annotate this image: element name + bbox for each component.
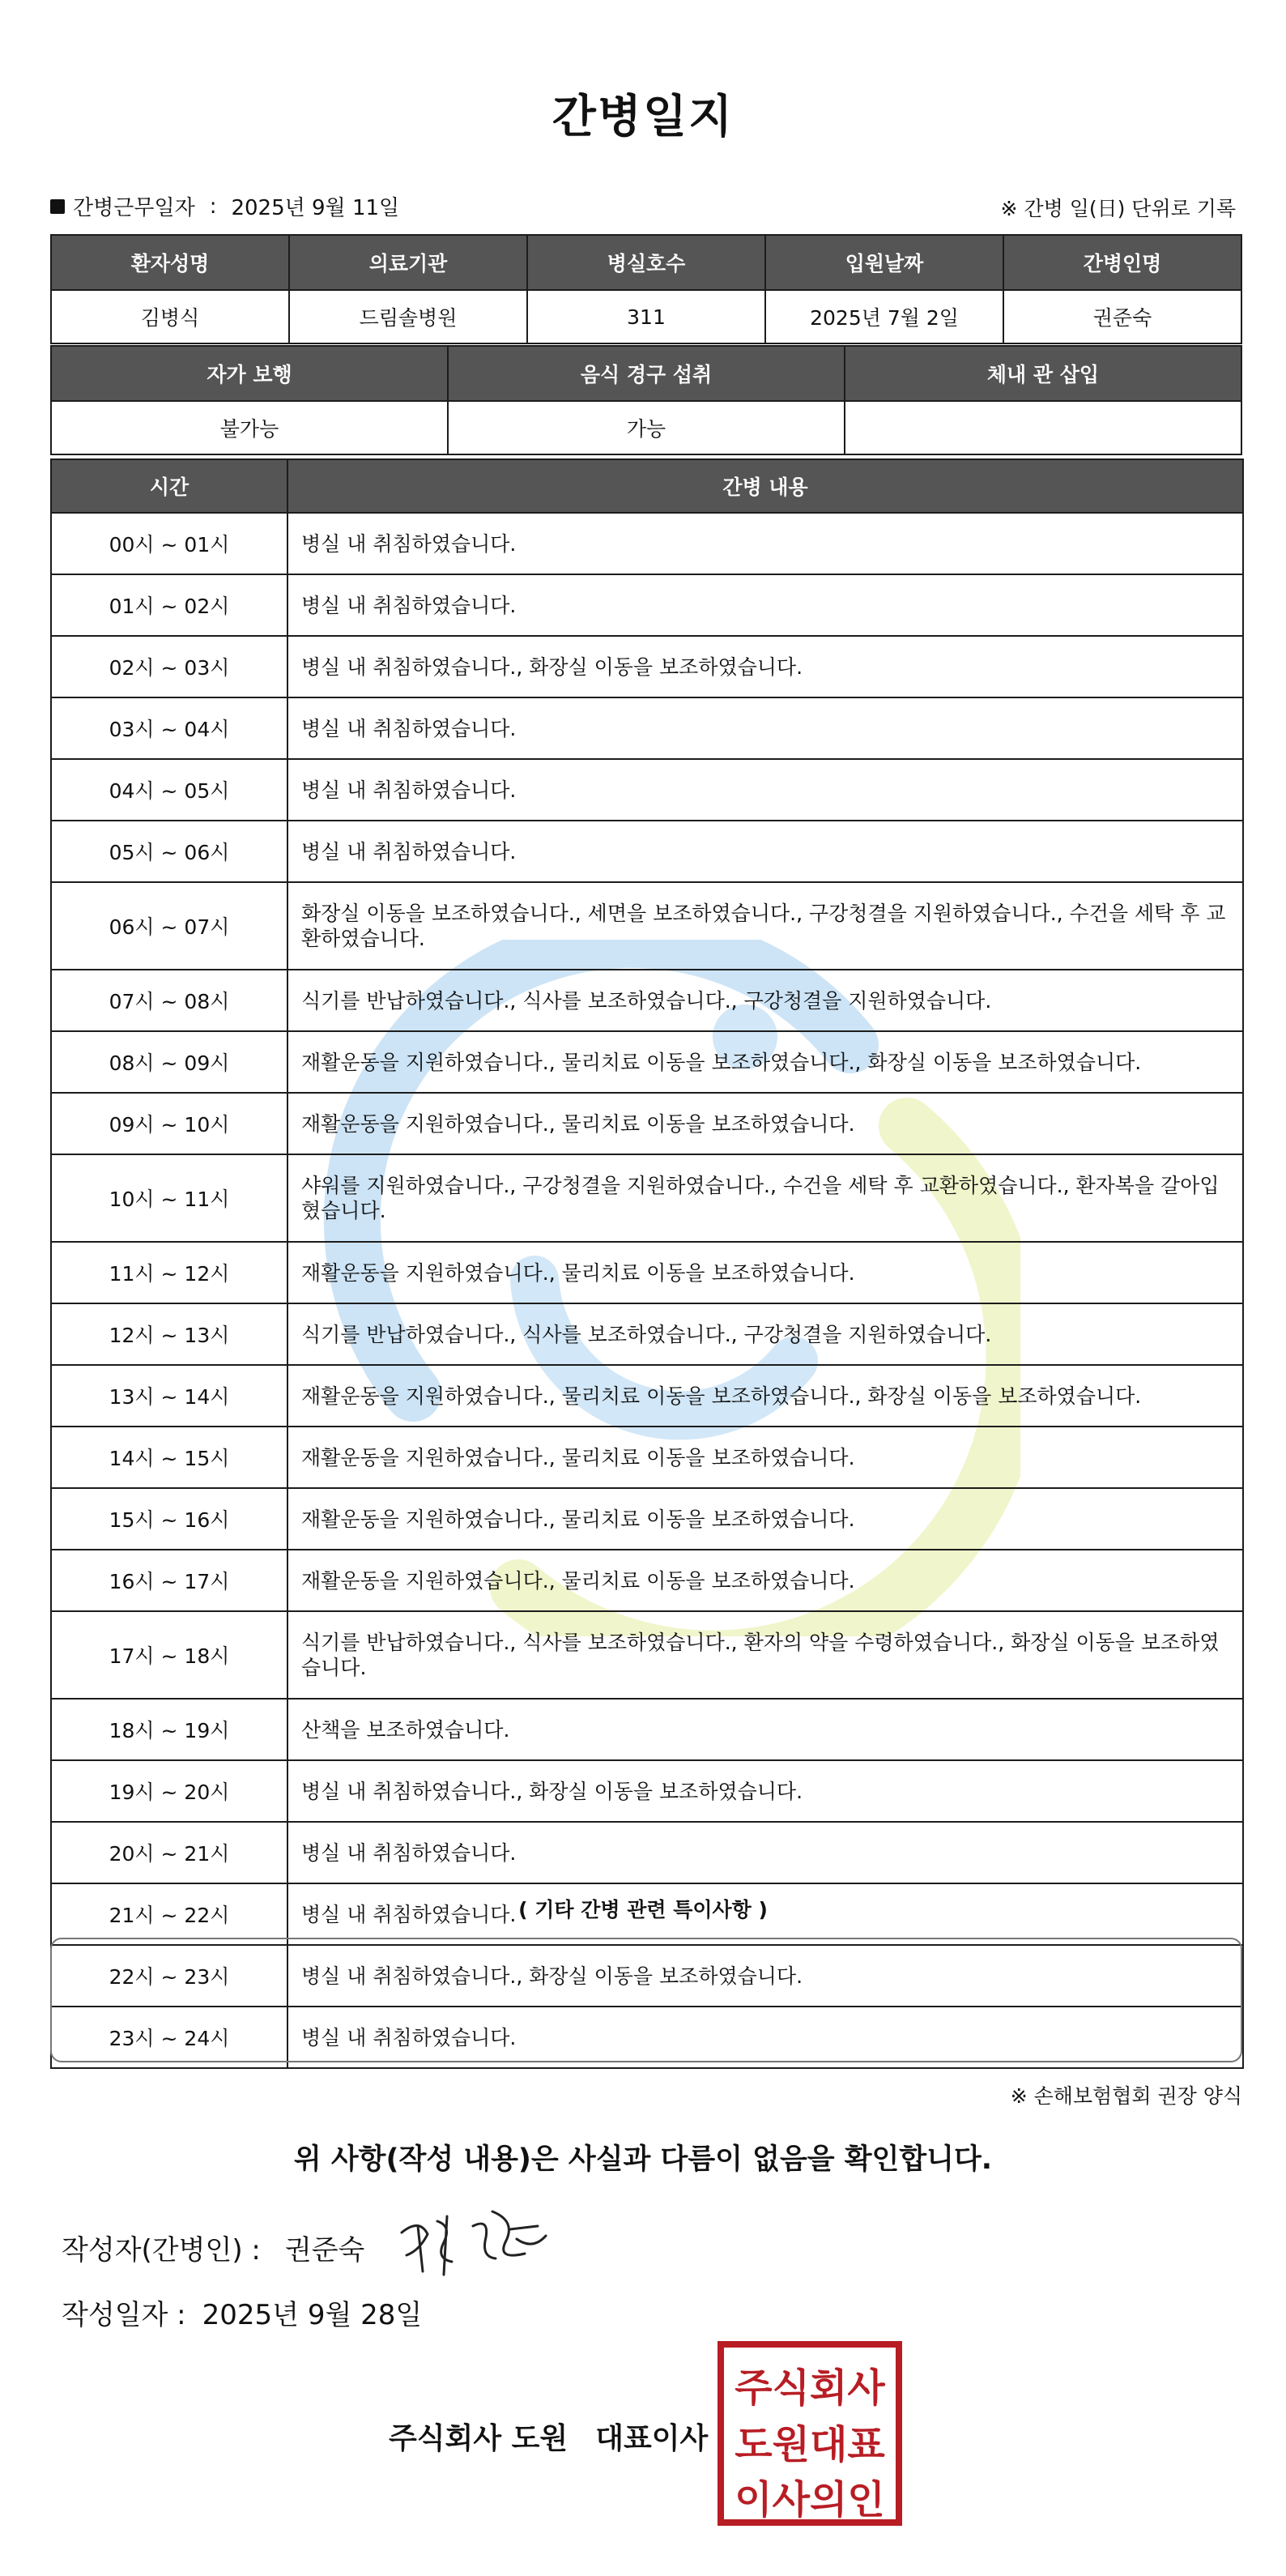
table-row [51, 1365, 1243, 1427]
content-cell: 식기를 반납하였습니다., 식사를 보조하였습니다., 환자의 약을 수령하였습니다., 화장실 이동을 보조하였습니다. [287, 1611, 1243, 1699]
content-cell: 병실 내 취침하였습니다. [287, 759, 1243, 821]
table-row [51, 821, 1243, 882]
caregiver-name-cell: 권준숙 [1003, 290, 1241, 343]
time-cell: 16시 ~ 17시 [51, 1550, 287, 1611]
time-cell: 09시 ~ 10시 [51, 1093, 287, 1154]
company-seal-icon [716, 2339, 904, 2527]
page-title: 간병일지 [551, 91, 735, 143]
table-row [51, 1242, 1243, 1303]
content-cell: 병실 내 취침하였습니다. [287, 821, 1243, 882]
work-date-label: 간병근무일자 [73, 196, 195, 220]
content-cell: 재활운동을 지원하였습니다., 물리치료 이동을 보조하였습니다., 화장실 이동을 보조하였습니다. [287, 1365, 1243, 1427]
content-cell: 병실 내 취침하였습니다. [287, 2007, 1243, 2068]
time-cell: 13시 ~ 14시 [51, 1365, 287, 1427]
table-row [51, 1427, 1243, 1488]
time-cell: 00시 ~ 01시 [51, 513, 287, 574]
tube-insertion-cell [845, 401, 1241, 454]
content-cell: 재활운동을 지원하였습니다., 물리치료 이동을 보조하였습니다. [287, 1550, 1243, 1611]
content-cell: 병실 내 취침하였습니다. [287, 697, 1243, 759]
time-cell: 18시 ~ 19시 [51, 1699, 287, 1760]
info-header: 의료기관 [289, 235, 527, 290]
table-row [51, 1031, 1243, 1093]
time-cell: 22시 ~ 23시 [51, 1945, 287, 2007]
admission-date-cell: 2025년 7월 2일 [765, 290, 1003, 343]
table-row [51, 1822, 1243, 1883]
content-cell: 식기를 반납하였습니다., 식사를 보조하였습니다., 구강청결을 지원하였습니다. [287, 1303, 1243, 1365]
special-notes-box [50, 1938, 1242, 2062]
table-row [51, 574, 1243, 636]
table-row [51, 1303, 1243, 1365]
status-header: 음식 경구 섭취 [448, 346, 845, 401]
time-cell: 10시 ~ 11시 [51, 1154, 287, 1242]
time-cell: 15시 ~ 16시 [51, 1488, 287, 1550]
content-cell: 병실 내 취침하였습니다. [287, 1822, 1243, 1883]
content-cell: 병실 내 취침하였습니다., 화장실 이동을 보조하였습니다. [287, 1760, 1243, 1822]
table-row [51, 1093, 1243, 1154]
table-row [51, 1550, 1243, 1611]
written-date-value: 2025년 9월 28일 [202, 2299, 423, 2331]
table-row [51, 697, 1243, 759]
work-date-line [50, 191, 399, 221]
content-cell: 샤워를 지원하였습니다., 구강청결을 지원하였습니다., 수건을 세탁 후 교환하였습니다., 환자복을 갈아입혔습니다. [287, 1154, 1243, 1242]
time-cell: 02시 ~ 03시 [51, 636, 287, 697]
time-cell: 19시 ~ 20시 [51, 1760, 287, 1822]
time-cell: 03시 ~ 04시 [51, 697, 287, 759]
time-cell: 14시 ~ 15시 [51, 1427, 287, 1488]
table-row [51, 513, 1243, 574]
time-cell: 11시 ~ 12시 [51, 1242, 287, 1303]
info-header: 입원날짜 [765, 235, 1003, 290]
table-row [51, 636, 1243, 697]
table-row [51, 882, 1243, 970]
confirmation-statement: 위 사항(작성 내용)은 사실과 다름이 없음을 확인합니다. [293, 2143, 993, 2176]
special-notes-title: ( 기타 간병 관련 특이사항 ) [518, 1898, 768, 1921]
time-cell: 01시 ~ 02시 [51, 574, 287, 636]
hospital-cell: 드림솔병원 [289, 290, 527, 343]
company-name: 주식회사 도원 [389, 2422, 568, 2455]
status-header: 자가 보행 [51, 346, 448, 401]
company-role: 대표이사 [595, 2422, 709, 2455]
unit-note: ※ 간병 일(日) 단위로 기록 [1000, 197, 1236, 220]
time-cell: 21시 ~ 22시 [51, 1883, 287, 1945]
time-cell: 12시 ~ 13시 [51, 1303, 287, 1365]
log-header-content: 간병 내용 [287, 459, 1243, 513]
time-cell: 05시 ~ 06시 [51, 821, 287, 882]
content-cell: 재활운동을 지원하였습니다., 물리치료 이동을 보조하였습니다., 화장실 이동을 보조하였습니다. [287, 1031, 1243, 1093]
oral-intake-cell: 가능 [448, 401, 845, 454]
signature-icon [395, 2202, 557, 2283]
bullet-square-icon [50, 199, 65, 214]
content-cell: 재활운동을 지원하였습니다., 물리치료 이동을 보조하였습니다. [287, 1242, 1243, 1303]
content-cell: 재활운동을 지원하였습니다., 물리치료 이동을 보조하였습니다. [287, 1093, 1243, 1154]
info-header: 병실호수 [527, 235, 765, 290]
seal-line-2: 도원대표 [735, 2422, 885, 2467]
table-row [51, 970, 1243, 1031]
content-cell: 병실 내 취침하였습니다. [287, 574, 1243, 636]
content-cell: 식기를 반납하였습니다., 식사를 보조하였습니다., 구강청결을 지원하였습니다. [287, 970, 1243, 1031]
time-cell: 07시 ~ 08시 [51, 970, 287, 1031]
association-note: ※ 손해보험협회 권장 양식 [1010, 2084, 1242, 2108]
seal-line-1: 주식회사 [735, 2365, 885, 2411]
info-header: 간병인명 [1003, 235, 1241, 290]
patient-name-cell: 김병식 [51, 290, 289, 343]
writer-label: 작성자(간병인) : [62, 2234, 261, 2267]
writer-line [62, 2228, 364, 2267]
table-row [51, 1488, 1243, 1550]
time-cell: 20시 ~ 21시 [51, 1822, 287, 1883]
table-row [51, 759, 1243, 821]
table-row [51, 1699, 1243, 1760]
time-cell: 17시 ~ 18시 [51, 1611, 287, 1699]
info-header: 환자성명 [51, 235, 289, 290]
care-log-table [50, 458, 1244, 2069]
written-date-label: 작성일자 : [62, 2299, 186, 2331]
writer-name: 권준숙 [284, 2234, 365, 2267]
table-row [51, 1611, 1243, 1699]
log-header-time: 시간 [51, 459, 287, 513]
written-date-line [62, 2292, 422, 2332]
status-header: 체내 관 삽입 [845, 346, 1241, 401]
content-cell: 재활운동을 지원하였습니다., 물리치료 이동을 보조하였습니다. [287, 1427, 1243, 1488]
self-walking-cell: 불가능 [51, 401, 448, 454]
time-cell: 06시 ~ 07시 [51, 882, 287, 970]
patient-status-table [50, 345, 1242, 455]
table-row [51, 1760, 1243, 1822]
time-cell: 08시 ~ 09시 [51, 1031, 287, 1093]
content-cell: 산책을 보조하였습니다. [287, 1699, 1243, 1760]
company-line [389, 2416, 708, 2457]
room-number-cell: 311 [527, 290, 765, 343]
work-date-value: 2025년 9월 11일 [231, 196, 400, 220]
time-cell: 23시 ~ 24시 [51, 2007, 287, 2068]
time-cell: 04시 ~ 05시 [51, 759, 287, 821]
work-date-separator: : [209, 194, 217, 219]
content-cell: 화장실 이동을 보조하였습니다., 세면을 보조하였습니다., 구강청결을 지원하였습니다., 수건을 세탁 후 교환하였습니다. [287, 882, 1243, 970]
content-cell: 병실 내 취침하였습니다., 화장실 이동을 보조하였습니다. [287, 1945, 1243, 2007]
content-cell: 병실 내 취침하였습니다. [287, 1883, 1243, 1945]
seal-line-3: 이사의인 [735, 2477, 885, 2523]
patient-info-table [50, 234, 1242, 344]
content-cell: 병실 내 취침하였습니다., 화장실 이동을 보조하였습니다. [287, 636, 1243, 697]
content-cell: 병실 내 취침하였습니다. [287, 513, 1243, 574]
table-row [51, 1154, 1243, 1242]
content-cell: 재활운동을 지원하였습니다., 물리치료 이동을 보조하였습니다. [287, 1488, 1243, 1550]
